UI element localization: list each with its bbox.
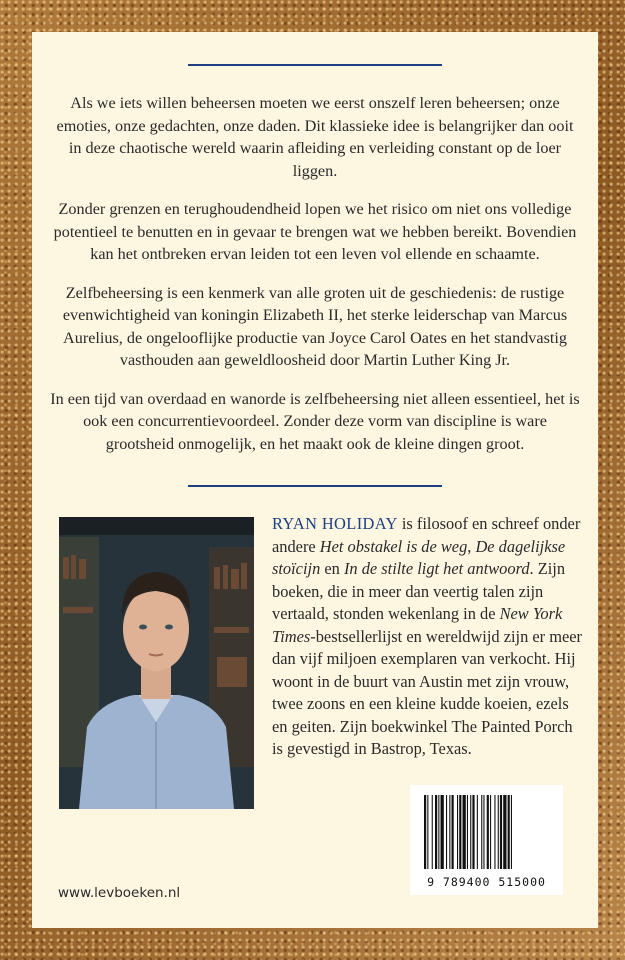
publisher-website: www.levboeken.nl xyxy=(58,885,181,901)
bio-text: is filosoof en schreef onder andere xyxy=(272,514,581,556)
middle-divider xyxy=(188,485,442,487)
book-title: De dagelijkse stoïcijn xyxy=(272,536,566,578)
author-name: RYAN HOLIDAY xyxy=(272,514,398,533)
book-title: Het obstakel is de weg xyxy=(319,536,468,556)
blurb-paragraph-2: Zonder grenzen en terughoudendheid lopen we het risico om niet ons volledige potentieel te benutten en in gevaar te brengen wat we hebben bereikt. Bovendien kan het ontbreken ervan leiden tot een leven vol ellende en schaamte. xyxy=(53,200,577,263)
newspaper-title: New York Times xyxy=(272,604,563,646)
blurb-text xyxy=(50,92,580,471)
bio-text: -bestsellerlijst en wereldwijd zijn er meer dan vijf miljoen exemplaren van verkocht. Hij woont in de buurt van Austin met zijn vrouw, twee zoons en een kleine kudde koeien, ezels en geiten. Zijn boekwinkel The Painted Porch is gevestigd in Bastrop, Texas. xyxy=(272,626,582,758)
author-photo xyxy=(59,517,254,809)
back-cover-panel xyxy=(32,32,598,928)
isbn-number: 9 789400 515000 xyxy=(427,875,546,889)
bio-text: en xyxy=(320,559,344,578)
bio-text: , xyxy=(467,536,476,556)
isbn-barcode xyxy=(410,785,563,895)
blurb-paragraph-3: Zelfbeheersing is een kenmerk van alle groten uit de geschiedenis: de rustige evenwichtigheid van koningin Elizabeth II, het sterke leiderschap van Marcus Aurelius, de ongelooflijke productie van Joyce Carol Oates en het standvastig vasthouden aan geweldloosheid door Martin Luther King Jr. xyxy=(62,283,568,369)
book-title: In de stilte ligt het antwoord xyxy=(343,559,530,578)
bio-text: . Zijn boeken, die in meer dan veertig talen zijn vertaald, stonden wekenlang in de xyxy=(272,559,566,623)
blurb-paragraph-4: In een tijd van overdaad en wanorde is zelfbeheersing niet alleen essentieel, het is ook een concurrentievoordeel. Zonder deze vorm van discipline is ware grootsheid onmogelijk, en het maakt ook de kleine dingen groot. xyxy=(50,389,580,453)
author-bio xyxy=(272,513,584,761)
blurb-paragraph-1: Als we iets willen beheersen moeten we eerst onszelf leren beheersen; onze emoties, onze gedachten, onze daden. Dit klassieke idee is belangrijker dan ooit in deze chaotische wereld waarin afleiding en verleiding constant op de loer liggen. xyxy=(56,94,574,180)
top-divider xyxy=(188,64,442,66)
